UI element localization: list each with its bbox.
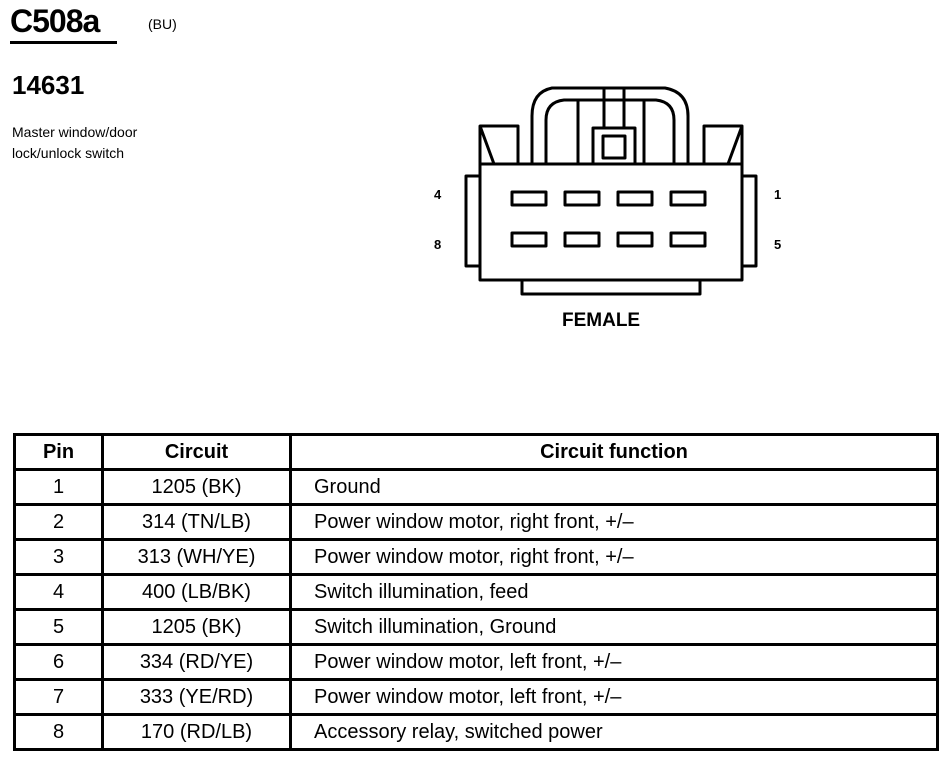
- connector-latch-lock-inner: [603, 136, 625, 158]
- pin-cavity: [618, 233, 652, 246]
- function-cell: Accessory relay, switched power: [291, 715, 938, 750]
- circuit-cell: 1205 (BK): [103, 610, 291, 645]
- pin-cell: 7: [15, 680, 103, 715]
- connector-rib-right: [742, 176, 756, 266]
- connector-latch-inner: [546, 100, 674, 164]
- table-header-row: [15, 435, 938, 470]
- connector-id-underline: [10, 41, 117, 44]
- pin-cavity: [565, 192, 599, 205]
- pin-cell: 1: [15, 470, 103, 505]
- connector-face-diagram: [460, 80, 800, 305]
- table-row: [15, 610, 938, 645]
- function-cell: Switch illumination, feed: [291, 575, 938, 610]
- circuit-cell: 400 (LB/BK): [103, 575, 291, 610]
- connector-description: [12, 122, 212, 164]
- pin-cell: 3: [15, 540, 103, 575]
- pin-label-8: 8: [434, 237, 442, 252]
- connector-bottom-key: [522, 280, 700, 294]
- pin-cell: 6: [15, 645, 103, 680]
- table-row: [15, 645, 938, 680]
- pin-cavity: [618, 192, 652, 205]
- function-cell: Switch illumination, Ground: [291, 610, 938, 645]
- connector-rib-left: [466, 176, 480, 266]
- pinout-table: [13, 433, 939, 751]
- column-header-function: Circuit function: [291, 435, 938, 470]
- pin-cavity: [512, 233, 546, 246]
- connector-gender-label: FEMALE: [562, 310, 641, 331]
- connector-color: (BU): [148, 16, 177, 32]
- table-row: [15, 715, 938, 750]
- table-row: [15, 540, 938, 575]
- pin-cavity: [671, 233, 705, 246]
- function-cell: Ground: [291, 470, 938, 505]
- circuit-cell: 1205 (BK): [103, 470, 291, 505]
- pin-cell: 2: [15, 505, 103, 540]
- pin-cavity: [512, 192, 546, 205]
- pin-cell: 5: [15, 610, 103, 645]
- pin-label-1: 1: [774, 187, 782, 202]
- pin-cavity: [565, 233, 599, 246]
- description-line-2: lock/unlock switch: [12, 145, 125, 161]
- function-cell: Power window motor, right front, +/–: [291, 505, 938, 540]
- table-row: [15, 680, 938, 715]
- pin-label-5: 5: [774, 237, 782, 252]
- circuit-cell: 314 (TN/LB): [103, 505, 291, 540]
- table-row: [15, 505, 938, 540]
- pin-cell: 8: [15, 715, 103, 750]
- circuit-cell: 313 (WH/YE): [103, 540, 291, 575]
- pin-cell: 4: [15, 575, 103, 610]
- table-row: [15, 470, 938, 505]
- pin-cavity: [671, 192, 705, 205]
- column-header-circuit: Circuit: [103, 435, 291, 470]
- function-cell: Power window motor, left front, +/–: [291, 680, 938, 715]
- function-cell: Power window motor, right front, +/–: [291, 540, 938, 575]
- circuit-cell: 333 (YE/RD): [103, 680, 291, 715]
- function-cell: Power window motor, left front, +/–: [291, 645, 938, 680]
- table-row: [15, 575, 938, 610]
- circuit-cell: 170 (RD/LB): [103, 715, 291, 750]
- column-header-pin: Pin: [15, 435, 103, 470]
- pin-label-4: 4: [434, 187, 442, 202]
- connector-id: C508a: [10, 3, 100, 39]
- circuit-cell: 334 (RD/YE): [103, 645, 291, 680]
- part-number: 14631: [12, 70, 85, 100]
- description-line-1: Master window/door: [12, 124, 138, 140]
